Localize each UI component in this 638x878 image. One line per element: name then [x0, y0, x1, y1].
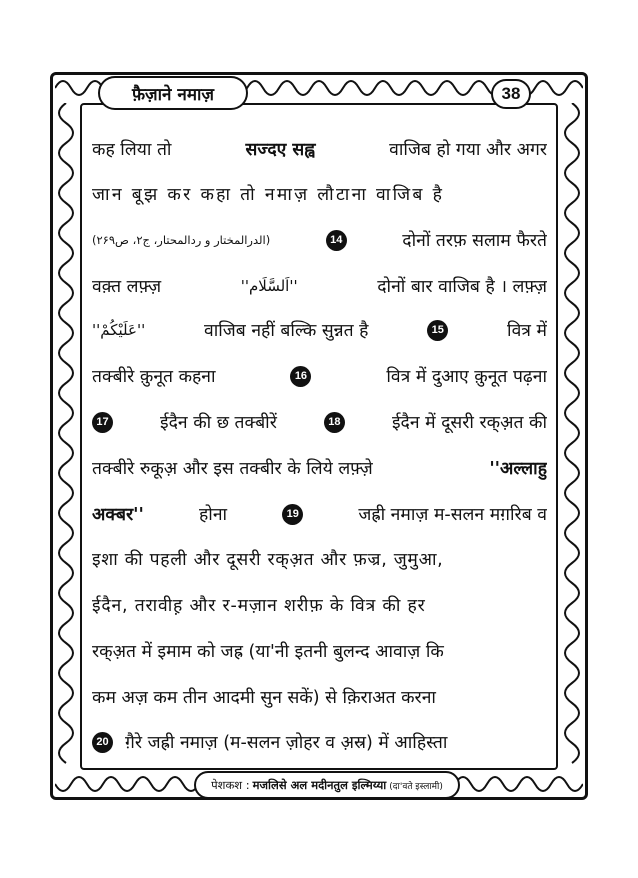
text-span: ग़ैरे जह्री नमाज़ (म-सलन ज़ोहर व अ़स्र) में आहिस्ता: [125, 733, 448, 753]
text-line-11: [92, 587, 547, 623]
text-span: दोनों तरफ़ सलाम फैरते: [402, 231, 547, 251]
book-title: फ़ैज़ाने नमाज़: [98, 76, 248, 110]
bold-term: सज्दए सह्व: [245, 140, 316, 160]
text-line-7: [92, 404, 547, 440]
text-span: दोनों बार वाजिब है । लफ़्ज़: [377, 277, 547, 297]
footer-prefix: पेशकश :: [211, 777, 250, 792]
text-span: जह्री नमाज़ म-सलन मग़रिब व: [358, 505, 547, 525]
text-span: वाजिब नहीं बल्कि सुन्नत है: [203, 321, 369, 341]
point-number-20: 20: [92, 732, 113, 753]
text-line-5: [92, 312, 547, 348]
page-number: 38: [491, 79, 531, 109]
text-line-10: [92, 541, 547, 577]
bold-term: ''अल्लाहु: [489, 459, 547, 479]
text-line-9: [92, 496, 547, 532]
text-span: कम अज़ कम तीन आदमी सुन सकें) से क़िराअत करना: [92, 688, 436, 708]
publisher-affiliation: (दा'वते इस्लामी): [389, 781, 443, 792]
point-number-14: 14: [326, 230, 347, 251]
text-span: ईदैन की छ तक्बीरें: [160, 413, 277, 433]
text-line-12: [92, 633, 547, 669]
text-line-8: [92, 450, 547, 486]
text-span: जान बूझ कर कहा तो नमाज़ लौटाना वाजिब है: [92, 185, 445, 205]
text-line-1: [92, 131, 547, 167]
ornament-left-band-icon: [52, 103, 80, 770]
bold-term: अक्बर'': [92, 505, 144, 525]
text-line-2: [92, 176, 547, 212]
text-span: वक़्त लफ़्ज़: [92, 277, 162, 297]
publisher-name: मजलिसे अल मदीनतुल इल्मिय्या: [252, 777, 387, 792]
point-number-15: 15: [427, 320, 448, 341]
arabic-word: ''عَلَيْكُمْ'': [92, 321, 146, 339]
text-line-4: [92, 268, 547, 304]
publisher-footer: [194, 771, 460, 799]
point-number-17: 17: [92, 412, 113, 433]
text-span: ईदैन में दूसरी रक्अ़त की: [391, 413, 547, 433]
text-span: वाजिब हो गया और अगर: [389, 140, 547, 160]
text-line-14: [92, 724, 547, 760]
text-span: तक्बीरे रुकूअ़ और इस तक्बीर के लिये लफ़्ज़े: [92, 459, 373, 479]
citation: (الدرالمختار و ردالمحتار، ج۲، ص۲۶۹): [92, 233, 271, 247]
point-number-16: 16: [290, 366, 311, 387]
point-number-18: 18: [324, 412, 345, 433]
text-span: कह लिया तो: [92, 140, 172, 160]
ornament-right-band-icon: [558, 103, 586, 770]
point-number-19: 19: [282, 504, 303, 525]
text-span: ईदैन, तरावीह़ और र-मज़ान शरीफ़ के वित्र की हर: [92, 596, 426, 616]
text-span: रक्अ़त में इमाम को जह्र (या'नी इतनी बुलन्द आवाज़ कि: [92, 642, 444, 662]
text-line-3: [92, 222, 547, 258]
text-span: इशा की पहली और दूसरी रक्अ़त और फ़ज्र, जुमुआ,: [92, 550, 444, 570]
text-line-13: [92, 679, 547, 715]
text-span: वित्र में दुआए क़ुनूत पढ़ना: [386, 367, 547, 387]
arabic-word: ''اَلسَّلَام'': [240, 277, 298, 295]
text-line-6: [92, 358, 547, 394]
text-span: तक्बीरे क़ुनूत कहना: [92, 367, 216, 387]
text-span: होना: [199, 505, 228, 525]
text-span: वित्र में: [507, 321, 547, 341]
